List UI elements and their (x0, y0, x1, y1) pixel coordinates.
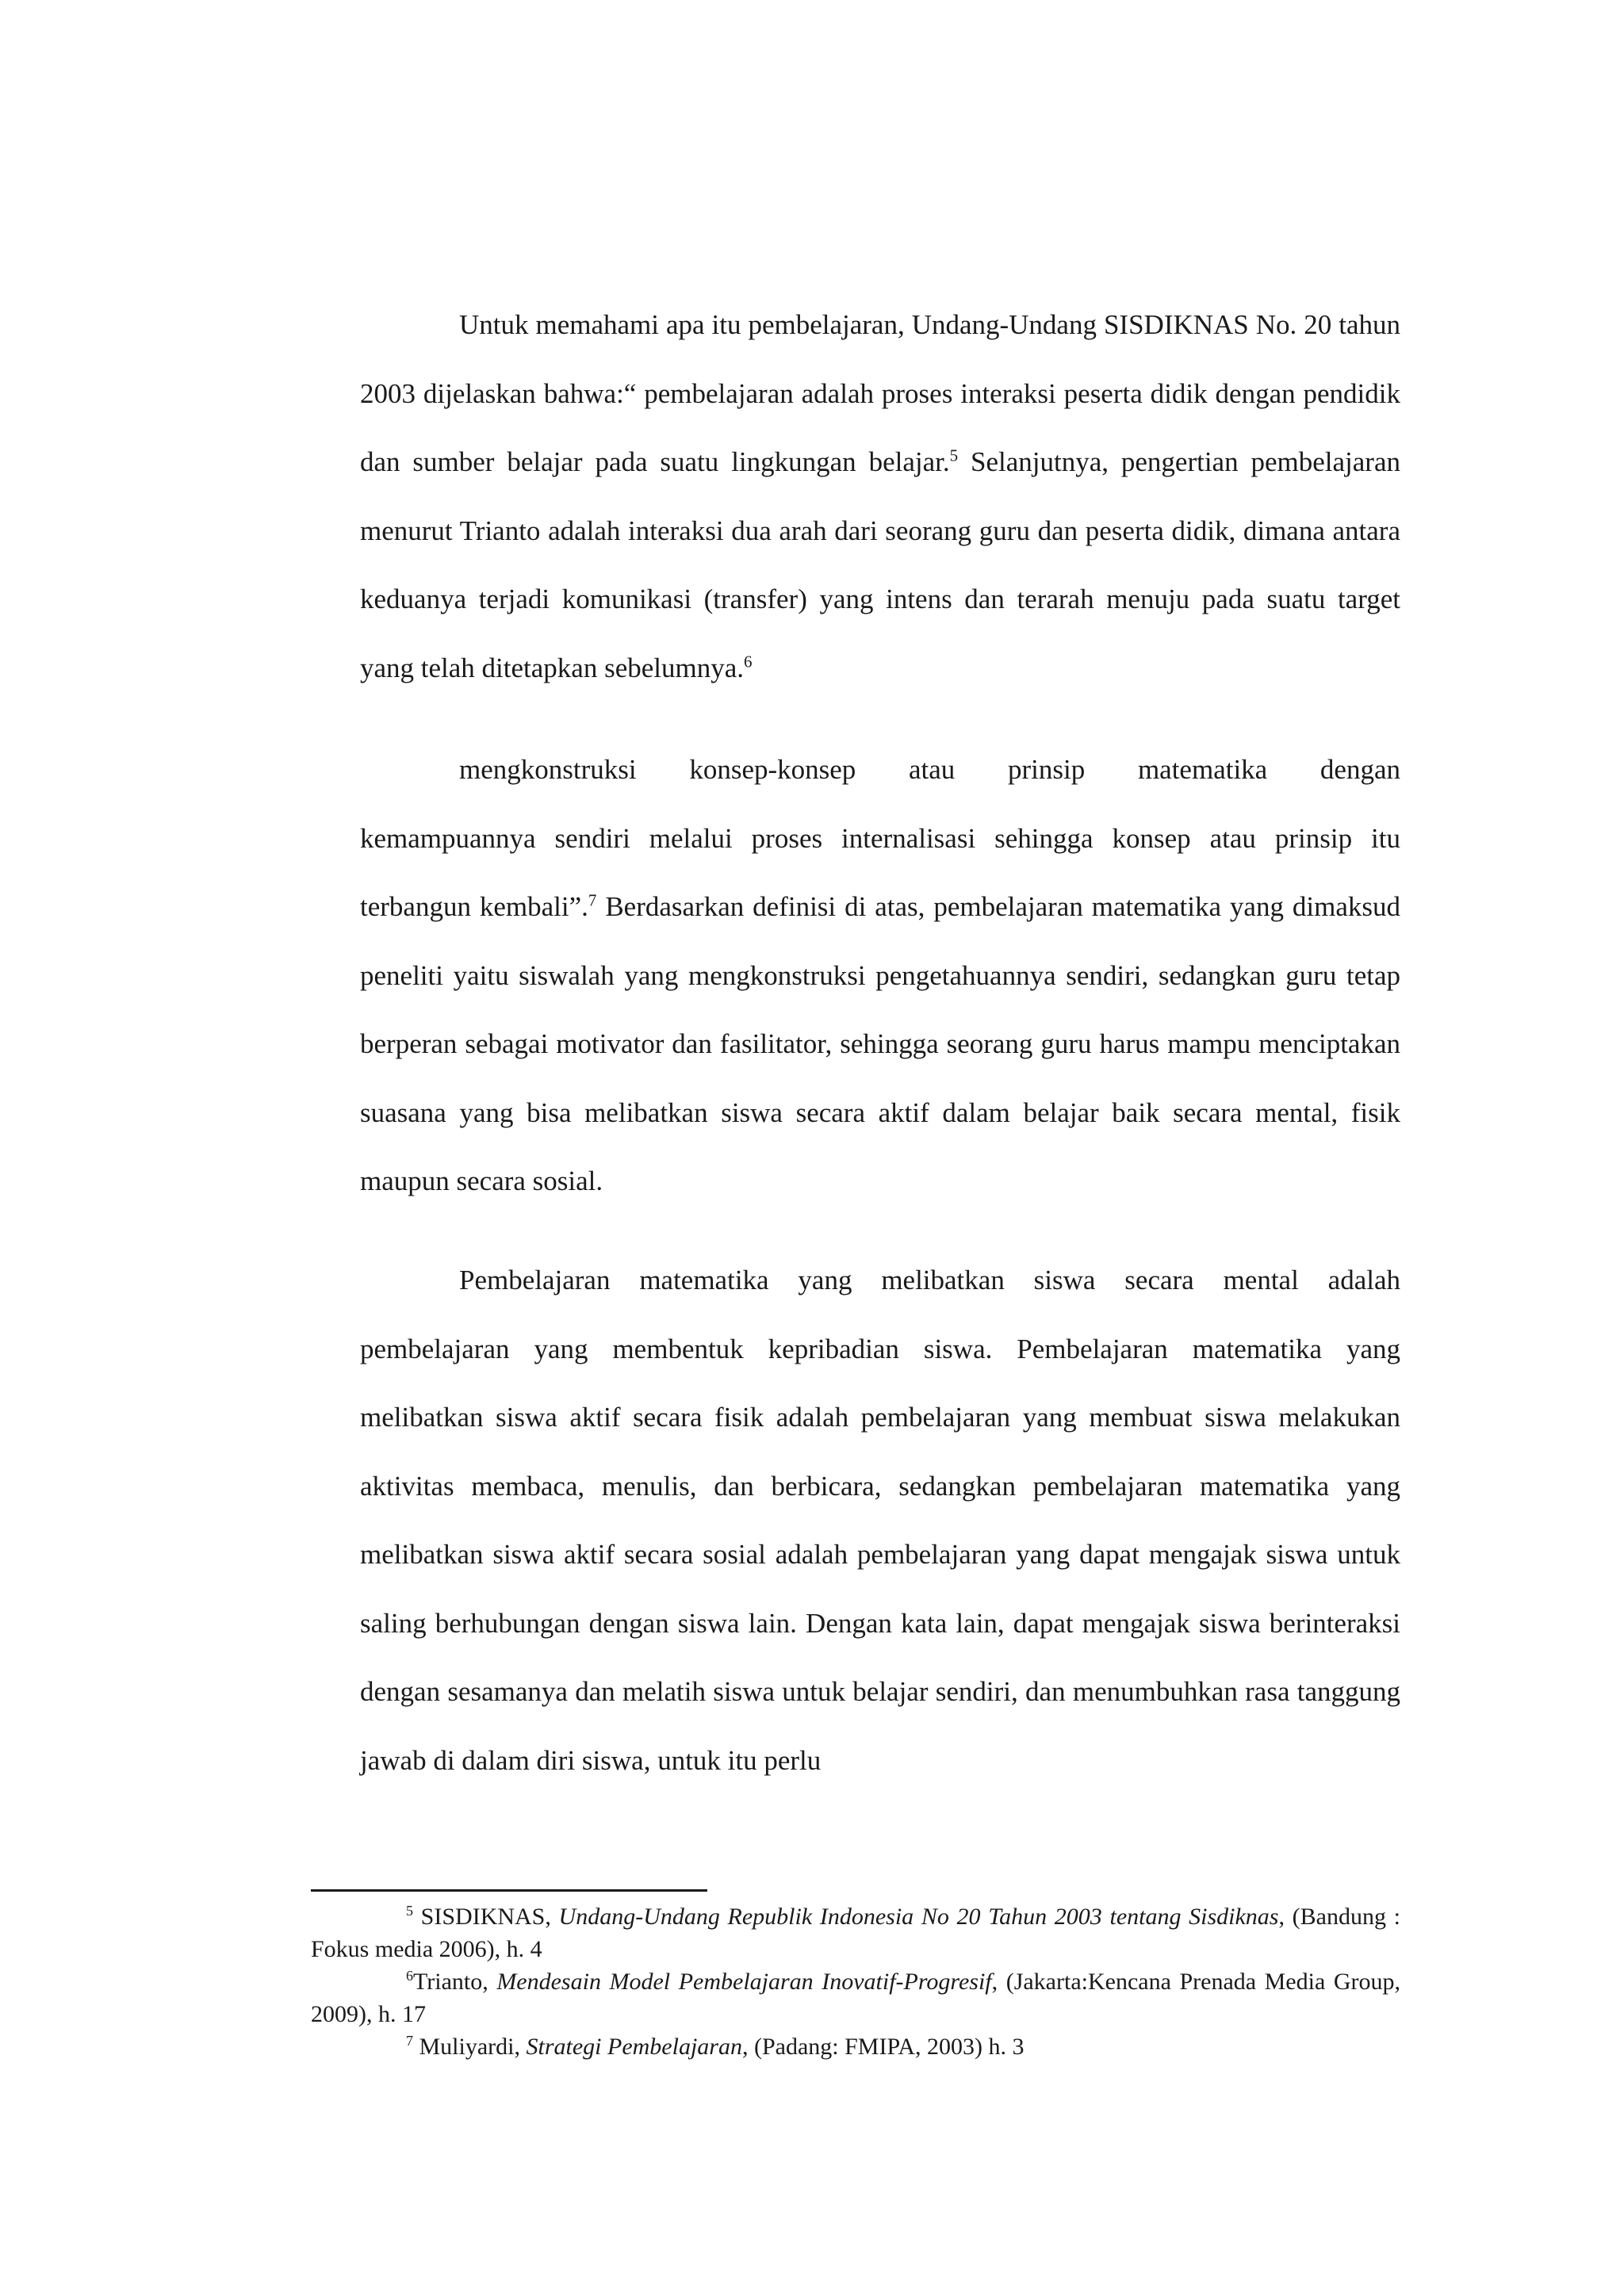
footnote-details: , (Padang: FMIPA, 2003) h. 3 (741, 2034, 1025, 2060)
footnote-details: , (Bandung : Fokus media 2006), h. 4 (311, 1904, 1400, 1962)
footnote-details: , (Jakarta:Kencana Prenada Media Group, 2009), h. 17 (311, 1969, 1400, 2027)
footnote-ref: 6 (744, 651, 753, 671)
footnote-author: SISDIKNAS, (413, 1904, 559, 1930)
footnote-title: Strategi Pembelajaran (526, 2034, 742, 2060)
paragraph-text: kemampuannya sendiri melalui proses internalisasi sehingga konsep atau prinsip itu terbangun kembali”. (360, 822, 1400, 922)
footnote-author: Muliyardi, (413, 2034, 527, 2060)
footnote-number: 5 (406, 1903, 413, 1919)
paragraph-text: Untuk memahami apa itu pembelajaran, Undang-Undang SISDIKNAS No. 20 tahun 2003 dijelaskan bahwa:“ pembelajaran adalah proses interaksi peserta didik dengan pendidik dan sumber belajar pada suatu lingkungan belajar. (360, 309, 1400, 477)
footnote-title: Undang-Undang Republik Indonesia No 20 Tahun 2003 tentang Sisdiknas (558, 1904, 1279, 1930)
paragraph-first-line: mengkonstruksi konsep-konsep atau prinsip matematika dengan (459, 754, 1400, 785)
footnote-number: 6 (406, 1968, 413, 1984)
paragraph-text: Selanjutnya, pengertian pembelajaran menurut Trianto adalah interaksi dua arah dari seorang guru dan peserta didik, dimana antara keduanya terjadi komunikasi (transfer) yang intens dan terarah menuju pada suatu target yang telah ditetapkan sebelumnya. (360, 446, 1400, 683)
paragraph-text: Pembelajaran matematika yang melibatkan siswa secara mental adalah pembelajaran yang membentuk kepribadian siswa. Pembelajaran matematika yang melibatkan siswa aktif secara fisik adalah pembelajaran yang membuat siswa melakukan aktivitas membaca, menulis, dan berbicara, sedangkan pembelajaran matematika yang melibatkan siswa aktif secara sosial adalah pembelajaran yang dapat mengajak siswa untuk saling berhubungan dengan siswa lain. Dengan kata lain, dapat mengajak siswa berinteraksi dengan sesamanya dan melatih siswa untuk belajar sendiri, dan menumbuhkan rasa tanggung jawab di dalam diri siswa, untuk itu perlu (360, 1265, 1400, 1776)
paragraph-text: Berdasarkan definisi di atas, pembelajaran matematika yang dimaksud peneliti yaitu siswalah yang mengkonstruksi pengetahuannya sendiri, sedangkan guru tetap berperan sebagai motivator dan fasilitator, sehingga seorang guru harus mampu menciptakan suasana yang bisa melibatkan siswa secara aktif dalam belajar baik secara mental, fisik maupun secara sosial. (360, 891, 1400, 1196)
footnote (311, 1965, 1400, 2030)
footnote-title: Mendesain Model Pembelajaran Inovatif-Progresif (496, 1969, 992, 1995)
body-paragraph (360, 1246, 1400, 1795)
footnote (311, 1900, 1400, 1965)
footnote-separator (311, 1889, 707, 1892)
footnote-author: Trianto, (413, 1969, 497, 1995)
footnote-number: 7 (406, 2033, 413, 2049)
footnotes (311, 1900, 1400, 2063)
footnote-ref: 7 (588, 890, 597, 910)
footnote-ref: 5 (949, 446, 959, 465)
footnote (311, 2030, 1400, 2063)
body-paragraph (360, 736, 1400, 1216)
body-paragraph (360, 291, 1400, 702)
